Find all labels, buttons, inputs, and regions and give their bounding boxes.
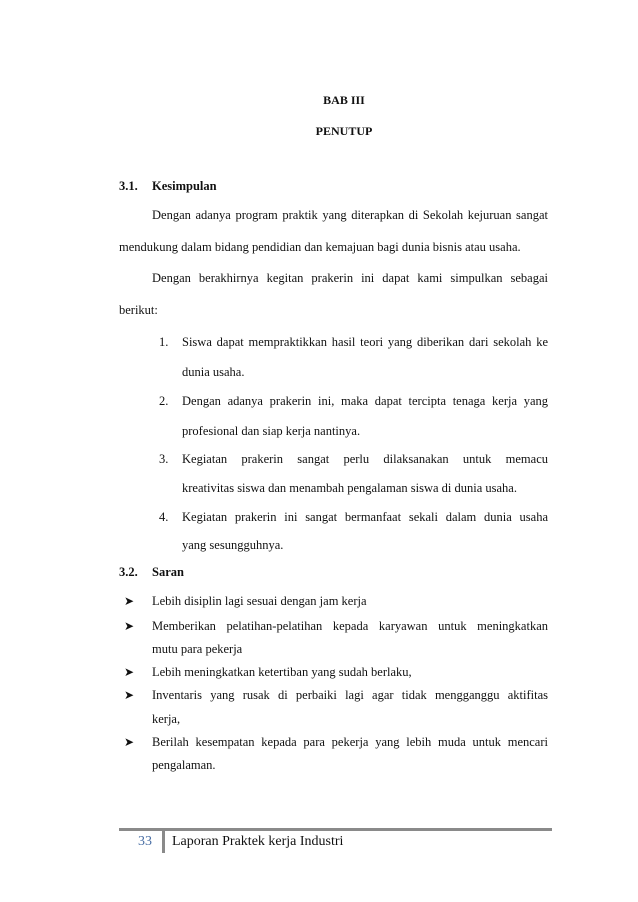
bullet-text: Berilah kesempatan kepada para pekerja yang lebih muda untuk mencari xyxy=(152,735,548,749)
footer-title: Laporan Praktek kerja Industri xyxy=(172,834,344,849)
arrow-bullet-icon: ➤ xyxy=(124,735,135,749)
paragraph-line: Dengan adanya program praktik yang diterapkan di Sekolah kejuruan sangat xyxy=(152,208,548,222)
bullet-text: mutu para pekerja xyxy=(152,642,243,656)
arrow-bullet-icon: ➤ xyxy=(124,665,135,679)
section-number: 3.1. xyxy=(119,179,138,193)
list-text: Kegiatan prakerin ini sangat bermanfaat sekali dalam dunia usaha xyxy=(182,510,548,524)
list-number: 1. xyxy=(159,335,169,349)
list-text: yang sesungguhnya. xyxy=(182,538,284,552)
paragraph-line: mendukung dalam bidang pendidian dan kemajuan bagi dunia bisnis atau usaha. xyxy=(119,240,521,254)
list-text: kreativitas siswa dan menambah pengalaman siswa di dunia usaha. xyxy=(182,481,517,495)
footer-divider xyxy=(162,831,165,853)
section-number: 3.2. xyxy=(119,565,138,579)
footer-rule xyxy=(119,828,552,831)
bullet-text: Lebih disiplin lagi sesuai dengan jam kerja xyxy=(152,594,367,608)
arrow-bullet-icon: ➤ xyxy=(124,594,135,608)
list-text: dunia usaha. xyxy=(182,365,245,379)
arrow-bullet-icon: ➤ xyxy=(124,688,135,702)
list-text: Siswa dapat mempraktikkan hasil teori yang diberikan dari sekolah ke xyxy=(182,335,548,349)
bullet-text: kerja, xyxy=(152,712,181,726)
list-text: Dengan adanya prakerin ini, maka dapat tercipta tenaga kerja yang xyxy=(182,394,548,408)
page-number: 33 xyxy=(138,834,152,849)
chapter-title: PENUTUP xyxy=(315,124,373,138)
paragraph-line: berikut: xyxy=(119,303,158,317)
list-number: 4. xyxy=(159,510,169,524)
chapter-number: BAB III xyxy=(323,93,365,107)
list-text: Kegiatan prakerin sangat perlu dilaksanakan untuk memacu xyxy=(182,452,548,466)
paragraph-line: Dengan berakhirnya kegitan prakerin ini dapat kami simpulkan sebagai xyxy=(152,271,548,285)
bullet-text: Inventaris yang rusak di perbaiki lagi agar tidak mengganggu aktifitas xyxy=(152,688,548,702)
bullet-text: pengalaman. xyxy=(152,758,216,772)
bullet-text: Lebih meningkatkan ketertiban yang sudah berlaku, xyxy=(152,665,412,679)
section-heading-suggestions xyxy=(119,565,184,580)
section-title: Kesimpulan xyxy=(152,179,217,193)
section-title: Saran xyxy=(152,565,184,579)
list-text: profesional dan siap kerja nantinya. xyxy=(182,424,361,438)
list-number: 3. xyxy=(159,452,169,466)
bullet-text: Memberikan pelatihan-pelatihan kepada karyawan untuk meningkatkan xyxy=(152,619,548,633)
arrow-bullet-icon: ➤ xyxy=(124,619,135,633)
list-number: 2. xyxy=(159,394,169,408)
section-heading-conclusion xyxy=(119,179,217,194)
